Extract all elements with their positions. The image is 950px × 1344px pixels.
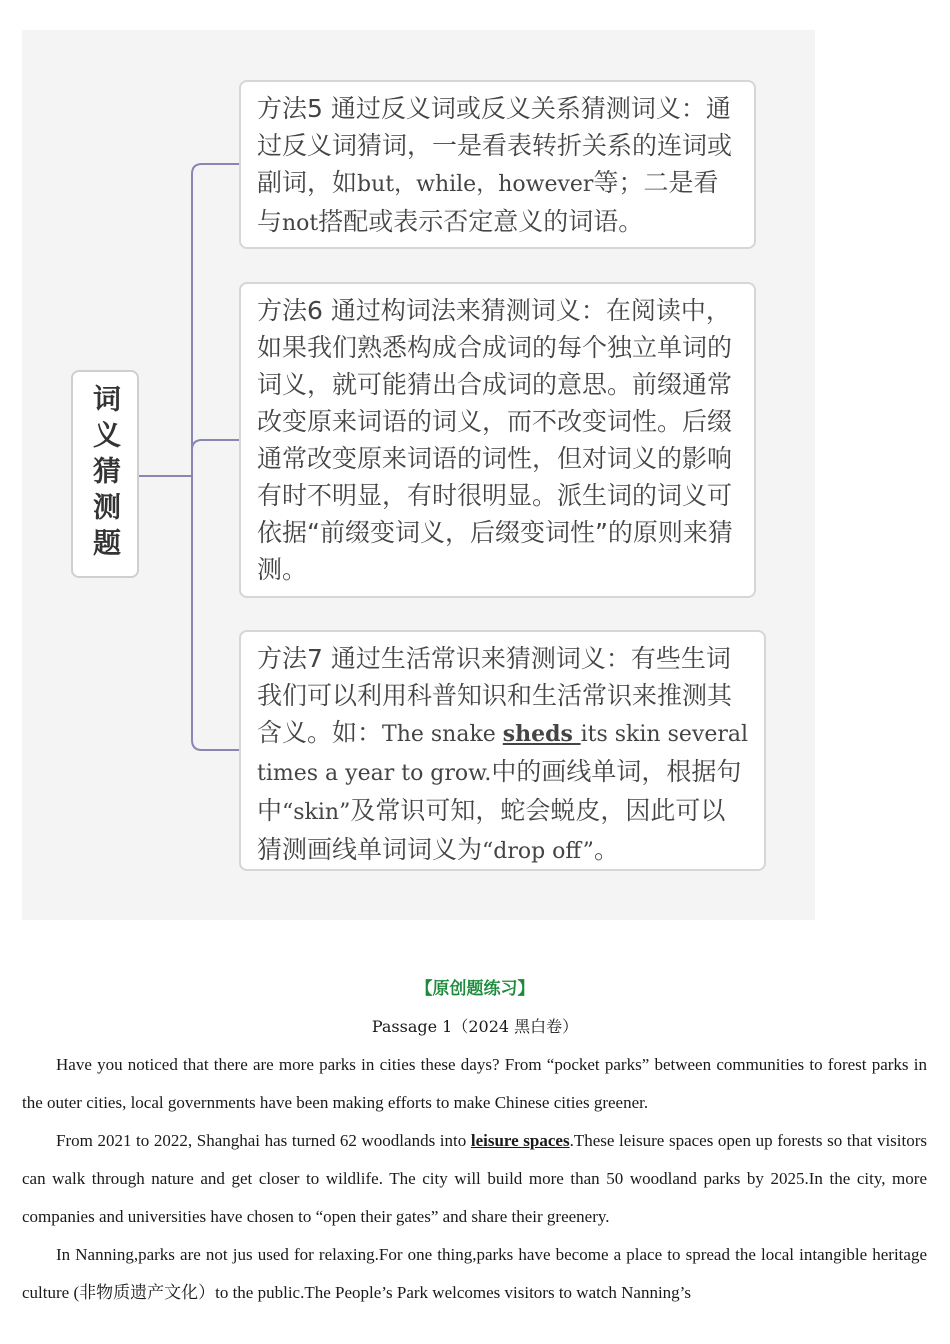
branch7-en-4: “drop off” [482, 839, 594, 864]
branch7-en-1: The snake [382, 722, 503, 747]
paragraph-1: Have you noticed that there are more parks in cities these days? From “pocket parks” between communities to forest parks in the outer cities, local governments have been making efforts to make Chinese cities greener. [22, 1055, 927, 1112]
connector-trunk [192, 164, 202, 750]
paragraph-2 [22, 1122, 927, 1236]
branch7-en-2: its skin several times a year to grow. [257, 722, 749, 786]
root-node [71, 370, 139, 578]
branch7-text-4: 。 [593, 835, 619, 864]
passage-title: Passage 1（2024 黑白卷） [371, 1017, 579, 1036]
paragraph-2-end: .These leisure spaces open up forests so that visitors can walk through nature and get closer to wildlife. The city will build more than 50 woodland parks by 2025.In the city, more companies and universities have chosen to “open their gates” and share their greenery. [22, 1131, 928, 1226]
branch7-en-3: “skin” [282, 800, 351, 825]
branch5-en-2: not [282, 211, 319, 236]
branch5-en-1: but，while，however [357, 172, 594, 197]
root-label: 词义猜测题 [89, 384, 122, 564]
branch6-text: 方法6 通过构词法来猜测词义：在阅读中，如果我们熟悉构成合成词的每个独立单词的词义，就可能猜出合成词的意思。前缀通常改变原来词语的词义，而不改变词性。后缀通常改变原来词语的词性，但对词义的影响有时不明显，有时很明显。派生词的词义可依据“前缀变词义，后缀变词性”的原则来猜测。 [257, 296, 733, 584]
branch5-text-1: 方法5 通过反义词或反义关系猜测词义：通过反义词猜词，一是看表转折关系的连词或副词，如 [257, 94, 733, 197]
branch-method-5 [239, 80, 756, 249]
branch7-text-3: 及常识可知，蛇会蜕皮，因此可以猜测画线单词词义为 [257, 796, 726, 864]
branch7-text-2: 中的画线单词，根据句中 [257, 757, 742, 825]
branch5-text-2: 等；二是看与 [257, 168, 719, 236]
underlined-phrase-leisure-spaces: leisure spaces [470, 1131, 570, 1150]
connector-branch6 [192, 440, 239, 450]
passage-body [22, 1046, 927, 1312]
branch5-text-3: 搭配或表示否定意义的词语。 [318, 207, 644, 236]
branch7-text-1: 方法7 通过生活常识来猜测词义：有些生词我们可以利用科普知识和生活常识来推测其含义。如： [257, 644, 733, 747]
mind-map-figure [22, 30, 815, 920]
branch-method-7 [239, 630, 766, 871]
section-title: 【原创题练习】 [415, 979, 535, 999]
branch-method-6 [239, 282, 756, 598]
paragraph-2-start: From 2021 to 2022, Shanghai has turned 62 woodlands into [56, 1131, 471, 1150]
underlined-word-sheds: sheds [502, 721, 581, 747]
paragraph-3: In Nanning,parks are not jus used for relaxing.For one thing,parks have become a place to spread the local intangible heritage culture (非物质遗产文化）to the public.The People’s Park welcomes visitors to watch Nanning’s [22, 1245, 927, 1302]
